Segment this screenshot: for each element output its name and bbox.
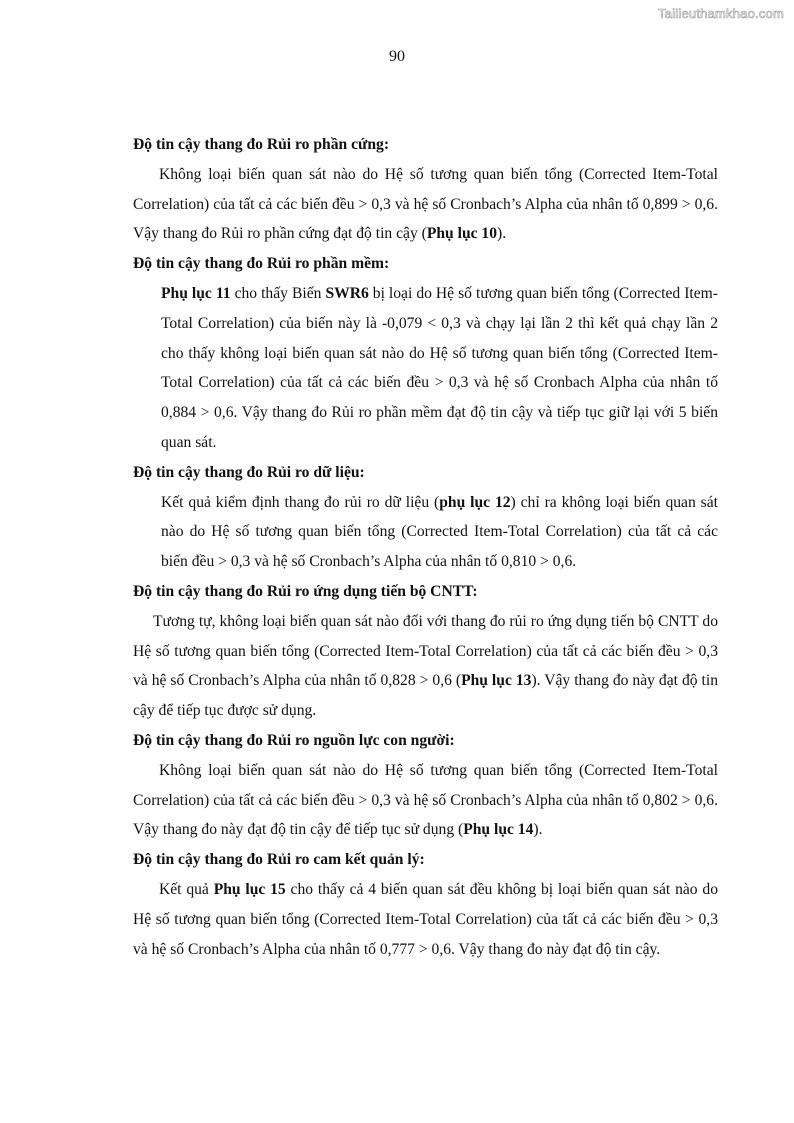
paragraph-software-risk xyxy=(133,279,718,458)
appendix-reference: Phụ lục 10 xyxy=(426,225,498,243)
paragraph-text: Kết quả kiểm định thang đo rủi ro dữ liệu ( xyxy=(161,493,440,511)
paragraph-text: ). Vậy thang đo này đạt độ tin cậy để tiếp tục được sử dụng. xyxy=(133,672,719,720)
paragraph-text: Tương tự, không loại biến quan sát nào đối với thang đo rủi ro ứng dụng tiến bộ CNTT do Hệ số tương quan biến tổng (Corrected Item-Total Correlation) của tất cả các biến đều > 0,3 và hệ số Cronbach’s Alpha của nhân tố 0,828 > 0,6 ( xyxy=(133,612,718,690)
appendix-reference: phụ lục 12 xyxy=(439,493,511,511)
paragraph-text: Không loại biến quan sát nào do Hệ số tương quan biến tổng (Corrected Item-Total Correlation) của tất cả các biến đều > 0,3 và hệ số Cronbach’s Alpha của nhân tố 0,802 > 0,6. Vậy thang đo này đạt độ tin cậy để tiếp tục sử dụng ( xyxy=(133,761,718,839)
paragraph-text: cho thấy cả 4 biến quan sát đều không bị loại biến quan sát nào do Hệ số tương quan biến tổng (Corrected Item-Total Correlation) của tất cả các biến đều > 0,3 và hệ số Cronbach’s Alpha của nhân tố 0,777 > 0,6. Vậy thang đo này đạt độ tin cậy. xyxy=(133,880,719,958)
watermark: Tailieuthamkhao.com xyxy=(658,6,784,21)
heading-software-risk: Độ tin cậy thang đo Rủi ro phần mềm: xyxy=(133,255,390,273)
heading-it-progress-risk: Độ tin cậy thang đo Rủi ro ứng dụng tiến bộ CNTT: xyxy=(133,582,478,600)
paragraph-management-risk xyxy=(133,875,718,964)
document-body xyxy=(133,130,718,964)
heading-hardware-risk: Độ tin cậy thang đo Rủi ro phần cứng: xyxy=(133,136,390,153)
appendix-reference: Phụ lục 14 xyxy=(463,821,534,839)
page-number: 90 xyxy=(389,48,405,65)
paragraph-text: ). xyxy=(533,821,543,839)
heading-management-risk: Độ tin cậy thang đo Rủi ro cam kết quản lý: xyxy=(133,851,425,869)
paragraph-text: Kết quả xyxy=(159,880,214,898)
variable-name: SWR6 xyxy=(325,284,369,302)
paragraph-text: ) chỉ ra không loại biến quan sát nào do Hệ số tương quan biến tổng (Corrected Item-Total Correlation) của tất cả các biến đều > 0,3 và hệ số Cronbach’s Alpha của nhân tố 0,810 > 0,6. xyxy=(161,493,718,571)
paragraph-it-progress-risk xyxy=(133,607,718,726)
paragraph-text: bị loại do Hệ số tương quan biến tổng (Corrected Item-Total Correlation) của biến này là -0,079 < 0,3 và chạy lại lần 2 thì kết quả chạy lần 2 cho thấy không loại biến quan sát nào do Hệ số tương quan biến tổng (Corrected Item-Total Correlation) của tất cả các biến đều > 0,3 và hệ số Cronbach Alpha của nhân tố 0,884 > 0,6. Vậy thang đo Rủi ro phần mềm đạt độ tin cậy và tiếp tục giữ lại với 5 biến quan sát. xyxy=(161,284,719,451)
appendix-reference: Phụ lục 13 xyxy=(461,672,532,690)
appendix-reference: Phụ lục 11 xyxy=(161,284,231,302)
heading-data-risk: Độ tin cậy thang đo Rủi ro dữ liệu: xyxy=(133,463,365,481)
paragraph-text: ). xyxy=(497,225,507,243)
paragraph-data-risk xyxy=(133,488,718,577)
paragraph-text: Không loại biến quan sát nào do Hệ số tương quan biến tổng (Corrected Item-Total Correlation) của tất cả các biến đều > 0,3 và hệ số Cronbach’s Alpha của nhân tố 0,899 > 0,6. Vậy thang đo Rủi ro phần cứng đạt độ tin cậy ( xyxy=(133,165,718,243)
heading-human-risk: Độ tin cậy thang đo Rủi ro nguồn lực con người: xyxy=(133,731,455,749)
paragraph-text: cho thấy Biến xyxy=(230,284,326,302)
paragraph-hardware-risk xyxy=(133,160,718,249)
appendix-reference: Phụ lục 15 xyxy=(213,880,286,898)
paragraph-human-risk xyxy=(133,756,718,845)
